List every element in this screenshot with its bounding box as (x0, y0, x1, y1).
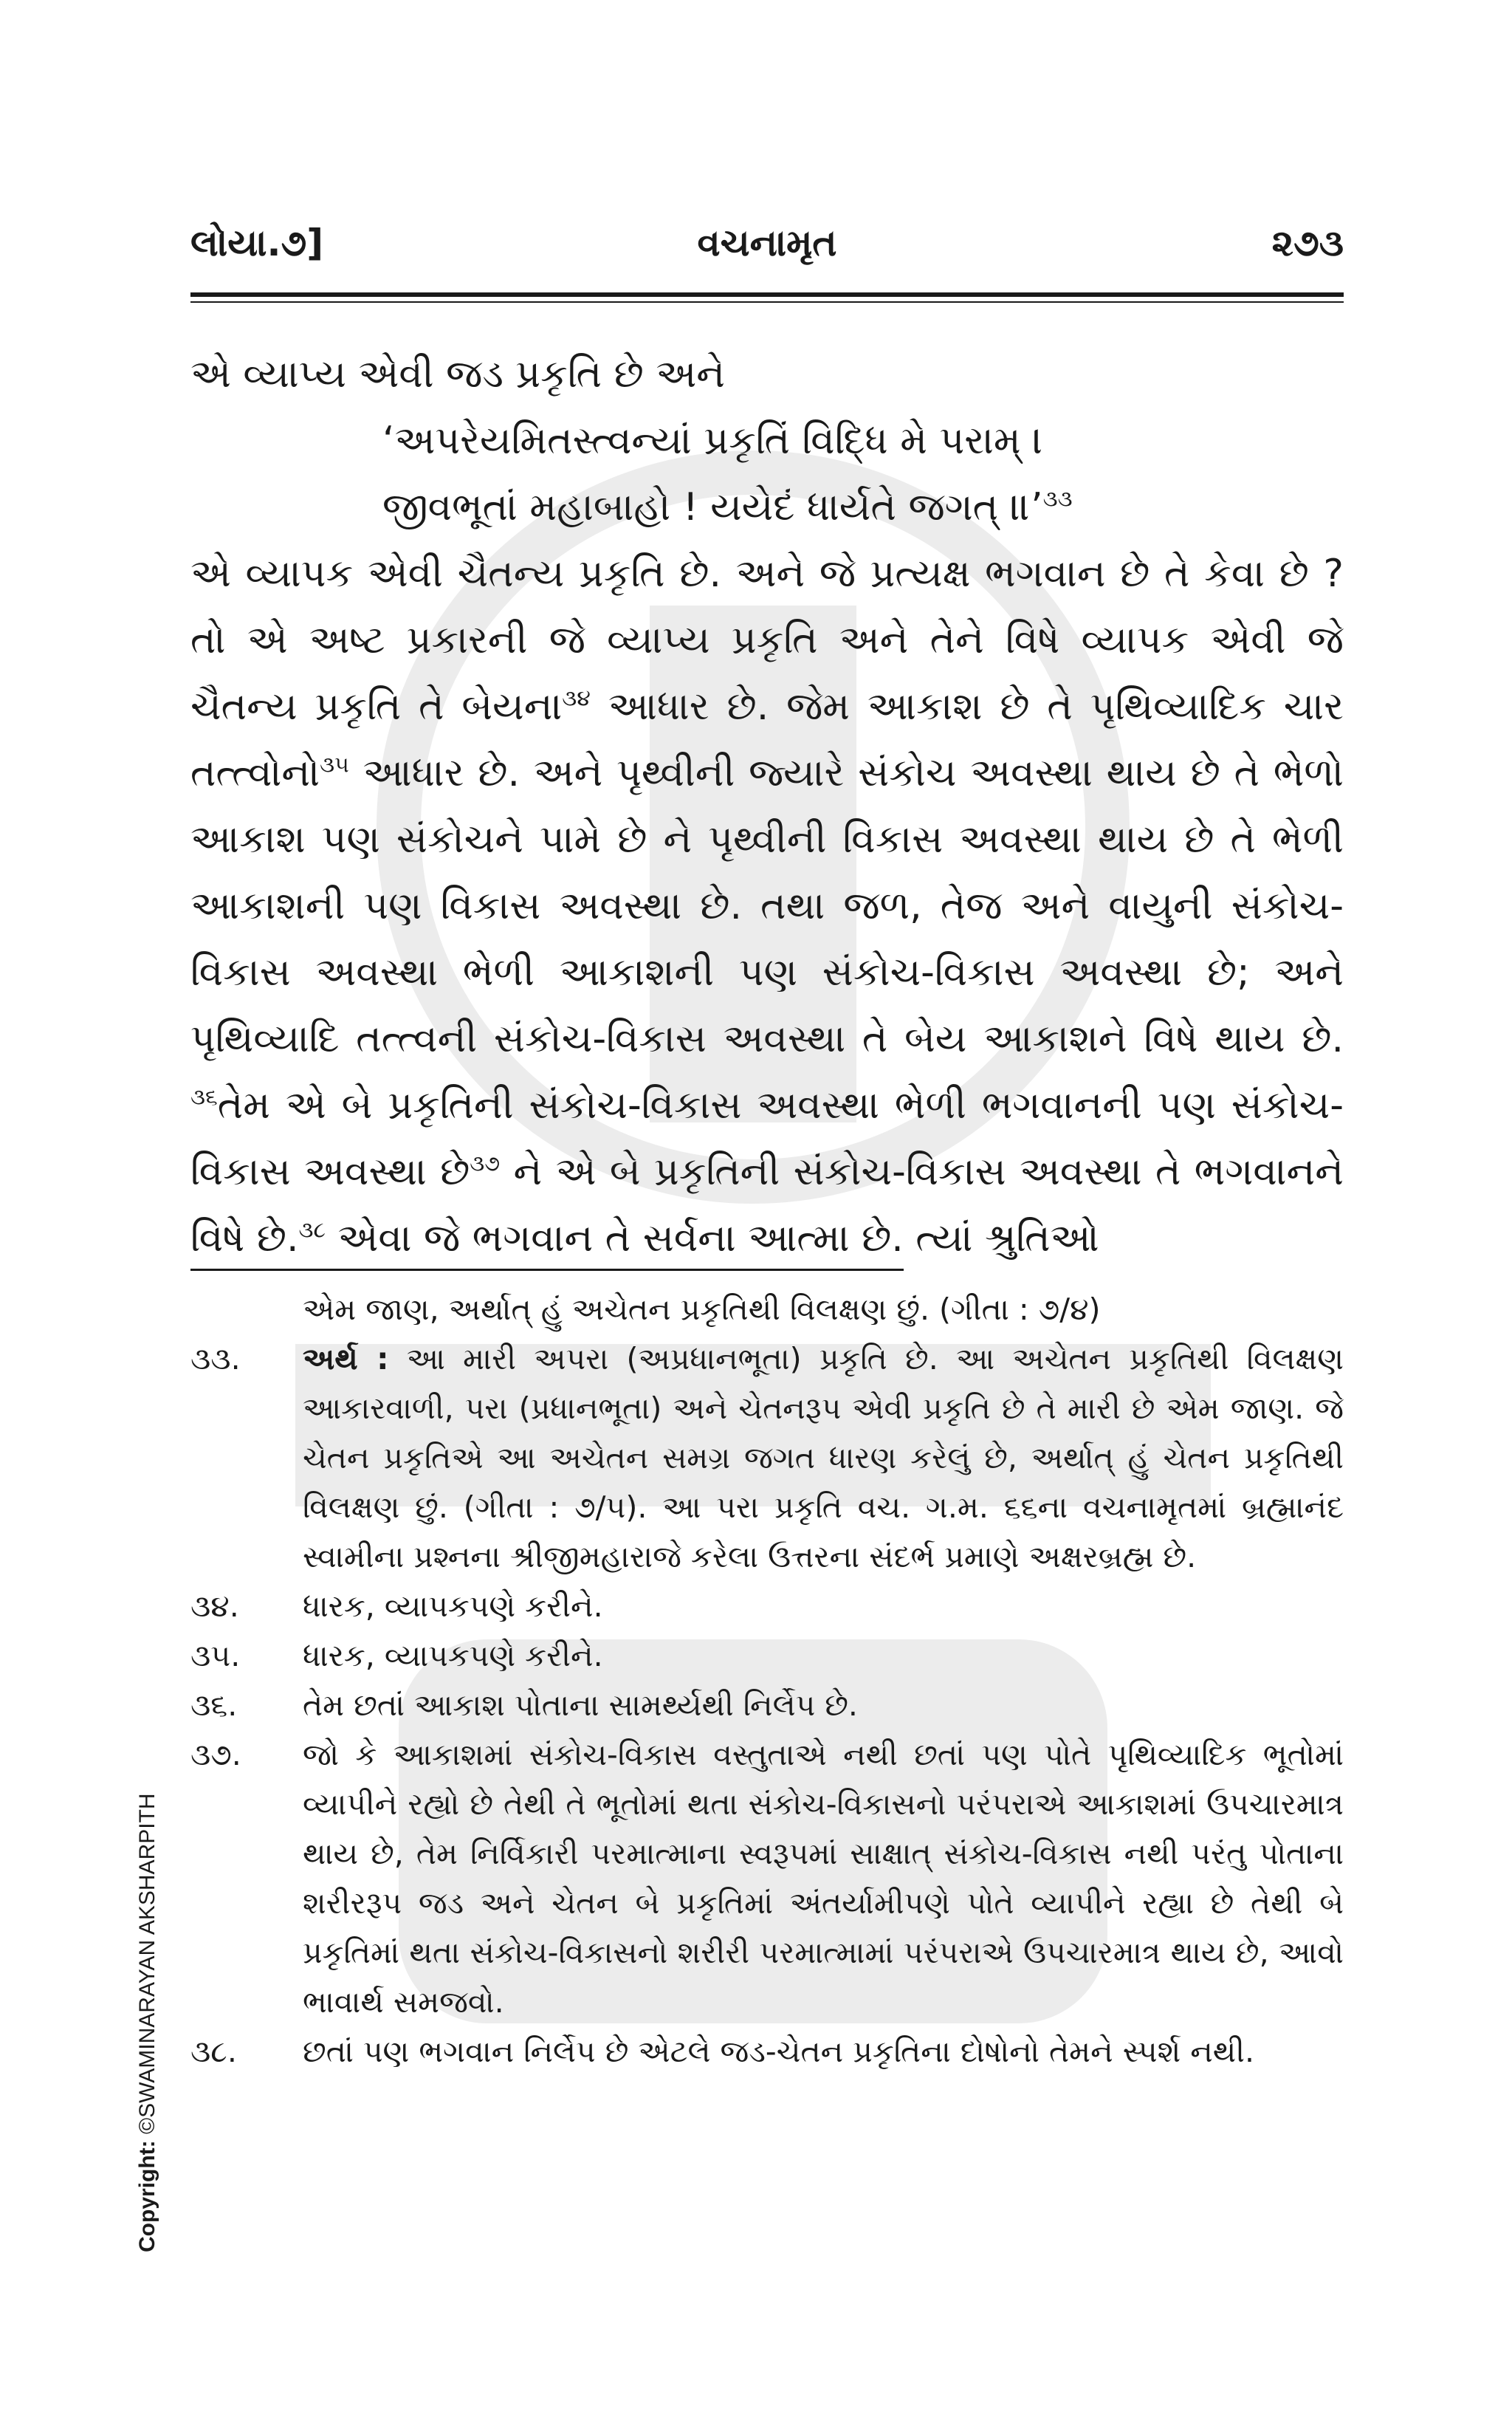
footnote-35 (190, 1631, 1344, 1681)
footnote-ref-38[interactable]: ૩૮ (298, 1217, 326, 1244)
intro-line: એ વ્યાપ્ય એવી જડ પ્રકૃતિ છે અને (190, 352, 725, 397)
main-paragraph: એ વ્યાપક એવી ચૈતન્ય પ્રકૃતિ છે. અને જે પ્રત્યક્ષ ભગવાન છે તે કેવા છે ? તો એ અષ્ટ પ્રકારની જે વ્યાપ્ય પ્રકૃતિ અને તેને વિષે વ્યાપક એવી જે ચૈતન્ય પ્રકૃતિ તે બેયના$^{૩૪}$ આધાર છે. જેમ આકાશ છે તે પૃથિવ્યાદિક ચાર તત્ત્વોનો$^{૩૫}$ આધાર છે. અને પૃથ્વીની જ્યારે સંકોચ અવસ્થા થાય છે તે ભેળો આકાશ પણ સંકોચને પામે છે ને પૃથ્વીની વિકાસ અવસ્થા થાય છે તે ભેળી આકાશની પણ વિકાસ અવસ્થા છે. તથા જળ, તેજ અને વાયુની સંકોચ-વિકાસ અવસ્થા ભેળી આકાશની પણ સંકોચ-વિકાસ અવસ્થા છે; અને પૃથિવ્યાદિ તત્ત્વની સંકોચ-વિકાસ અવસ્થા તે બેય આકાશને વિષે થાય છે. $^{૩૬}$તેમ એ બે પ્રકૃતિની સંકોચ-વિકાસ અવસ્થા ભેળી ભગવાનની પણ સંકોચ-વિકાસ અવસ્થા છે$^{૩૭}$ ને એ બે પ્રકૃતિની સંકોચ-વિકાસ અવસ્થા તે ભગવાનને વિષે છે.$^{૩૮}$ એવા જે ભગવાન તે સર્વના આત્મા છે. ત્યાં શ્રુતિઓ (190, 552, 1344, 1261)
footnote-number: ૩૫. (190, 1638, 241, 1673)
footnote-ref-33[interactable]: ૩૩ (1042, 486, 1073, 512)
footnote-34 (190, 1582, 1344, 1631)
footnote-ref-37[interactable]: ૩૭ (470, 1151, 501, 1177)
footnote-text: તેમ છતાં આકાશ પોતાના સામર્થ્યથી નિર્લેપ છે. (303, 1687, 858, 1723)
footnote-38 (190, 2027, 1344, 2077)
verse-line-2: જીવભૂતાં મહાબાહો ! યયેદં ધાર્યતે જગત્ ॥’$^{૩૩}$ (382, 485, 1073, 529)
running-header (190, 214, 1344, 295)
footnote-number: ૩૪. (190, 1588, 239, 1624)
footnote-number: ૩૮. (190, 2034, 237, 2069)
footnote-text: જો કે આકાશમાં સંકોચ-વિકાસ વસ્તુતાએ નથી છતાં પણ પોતે પૃથિવ્યાદિક ભૂતોમાં વ્યાપીને રહ્યો છે તેથી તે ભૂતોમાં થતા સંકોચ-વિકાસનો પરંપરાએ આકાશમાં ઉપચારમાત્ર થાય છે, તેમ નિર્વિકારી પરમાત્માના સ્વરૂપમાં સાક્ષાત્ સંકોચ-વિકાસ નથી પરંતુ પોતાના શરીરરૂપ જડ અને ચેતન બે પ્રકૃતિમાં અંતર્યામીપણે પોતે વ્યાપીને રહ્યા છે તેથી બે પ્રકૃતિમાં થતા સંકોચ-વિકાસનો શરીરી પરમાત્મામાં પરંપરાએ ઉપચારમાત્ર થાય છે, આવો ભાવાર્થ સમજવો. (303, 1737, 1344, 2020)
verse-line-1: ‘અપરેયમિતસ્ત્વન્યાં પ્રકૃતિં વિદ્ધિ મે પરામ્ । (382, 419, 1043, 463)
footnote-ref-34[interactable]: ૩૪ (562, 685, 591, 712)
footnote-33: ૩૩. અર્થ : આ મારી અપરા (અપ્રધાનભૂતા) પ્રકૃતિ છે. આ અચેતન પ્રકૃતિથી વિલક્ષણ આકારવાળી, પરા (પ્રધાનભૂતા) અને ચેતનરૂપ એવી પ્રકૃતિ છે તે મારી છે એમ જાણ. જે ચેતન પ્રકૃતિએ આ અચેતન સમગ્ર જગત ધારણ કરેલું છે, અર્થાત્ હું ચેતન પ્રકૃતિથી વિલક્ષણ છું. (ગીતા : ૭/૫). આ પરા પ્રકૃતિ વચ. ગ.મ. ૬૬ના વચનામૃતમાં બ્રહ્માનંદ સ્વામીના પ્રશ્નના શ્રીજીમહારાજે કરેલા ઉત્તરના સંદર્ભ પ્રમાણે અક્ષરબ્રહ્મ છે. (190, 1334, 1344, 1582)
footnotes (190, 1285, 1344, 2077)
footnote-number: ૩૩. (190, 1341, 241, 1376)
copyright-notice: Copyright: ©SWAMINARAYAN AKSHARPITH (135, 1793, 159, 2252)
header-page-number: ૨૭૩ (1271, 222, 1344, 264)
footnote-text: ધારક, વ્યાપકપણે કરીને. (303, 1638, 603, 1673)
footnote-ref-35[interactable]: ૩૫ (320, 752, 349, 778)
footnote-text: ધારક, વ્યાપકપણે કરીને. (303, 1588, 603, 1624)
sanskrit-verse (190, 408, 1344, 541)
footnote-number: ૩૭. (190, 1737, 241, 1772)
header-section-ref: લોયા.૭] (190, 222, 324, 264)
footnote-bold-lead: અર્થ : (303, 1341, 389, 1376)
header-rule-thin (190, 301, 1344, 303)
header-book-title: વચનામૃત (697, 222, 837, 264)
header-rule-thick (190, 292, 1344, 297)
footnote-text: છતાં પણ ભગવાન નિર્લેપ છે એટલે જડ-ચેતન પ્રકૃતિના દોષોનો તેમને સ્પર્શ નથી. (303, 2034, 1255, 2069)
footnote-37 (190, 1730, 1344, 2027)
footnote-continuation: એમ જાણ, અર્થાત્ હું અચેતન પ્રકૃતિથી વિલક્ષણ છું. (ગીતા : ૭/૪) (303, 1292, 1101, 1327)
footnote-separator (190, 1269, 904, 1271)
footnote-number: ૩૬. (190, 1687, 238, 1723)
footnote-ref-36[interactable]: ૩૬ (190, 1084, 218, 1111)
footnote-36 (190, 1681, 1344, 1730)
main-text (190, 341, 1344, 1272)
